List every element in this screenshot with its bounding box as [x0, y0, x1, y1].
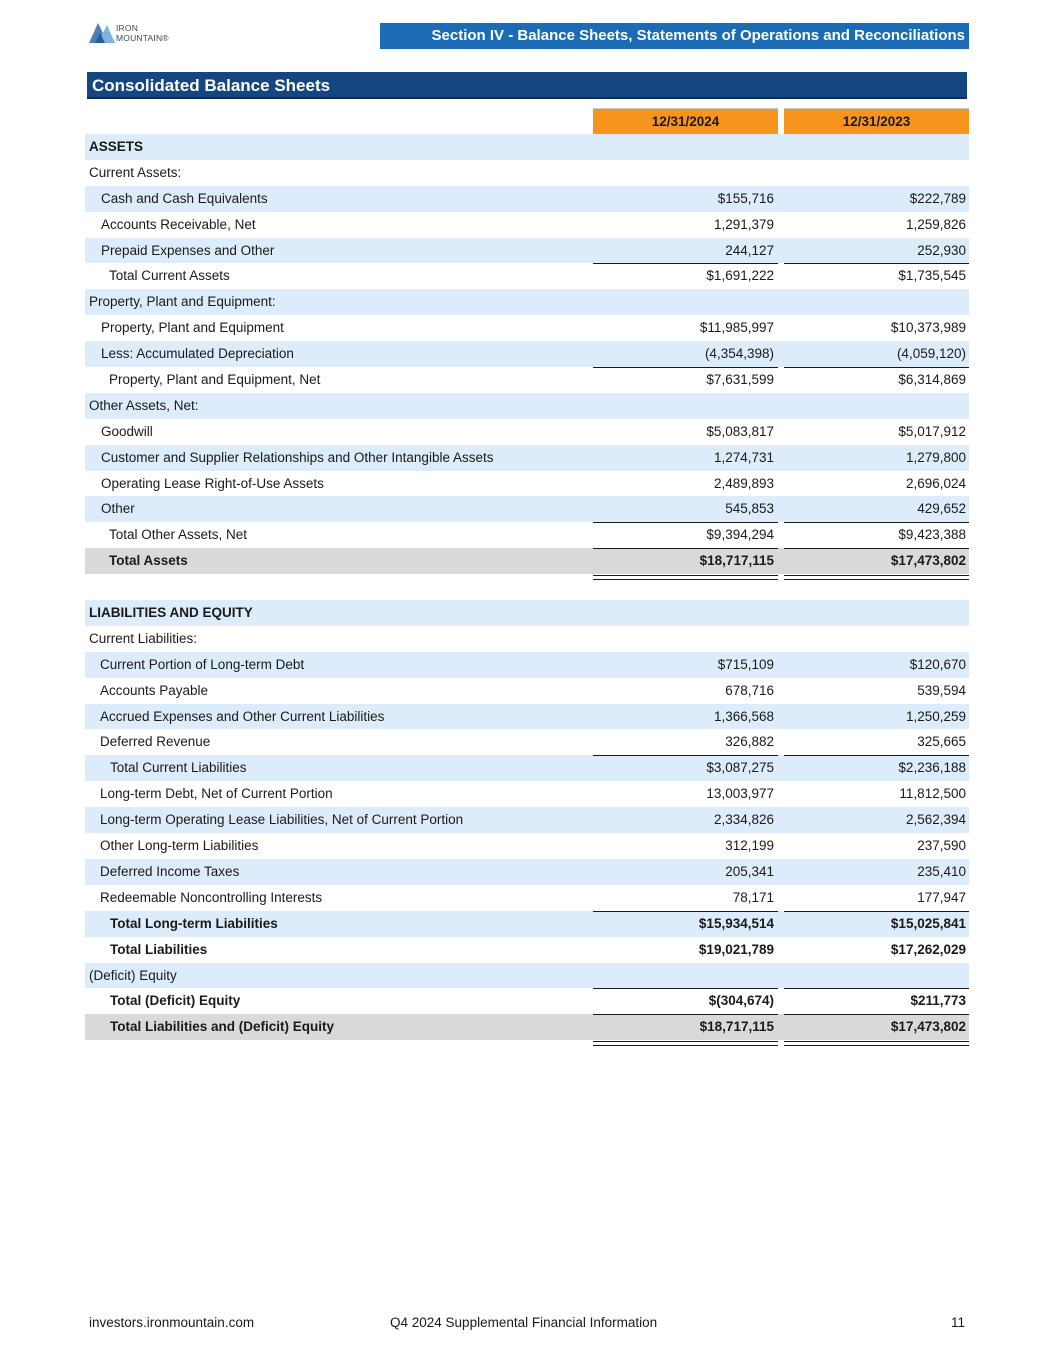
- value-2024: 1,366,568: [713, 708, 774, 724]
- value-2023: $222,789: [909, 190, 966, 206]
- row-label: Goodwill: [101, 423, 153, 439]
- value-2024: 2,489,893: [713, 475, 774, 491]
- value-2023: 177,947: [917, 889, 966, 905]
- table-row: [85, 393, 969, 419]
- table-row-total: [85, 548, 969, 574]
- value-2023: 2,562,394: [905, 812, 966, 828]
- table-row: [85, 238, 969, 264]
- value-2023: $17,473,802: [890, 553, 966, 569]
- table-row: [85, 289, 969, 315]
- footer-website: investors.ironmountain.com: [89, 1315, 255, 1330]
- row-label: Total Current Assets: [109, 268, 230, 284]
- value-2023: $120,670: [909, 656, 966, 672]
- row-label: Other Assets, Net:: [89, 397, 199, 413]
- table-row: [85, 781, 969, 807]
- row-label: Total Liabilities and (Deficit) Equity: [110, 1019, 335, 1035]
- value-2023: $10,373,989: [890, 320, 966, 336]
- value-2024: (4,354,398): [704, 346, 774, 362]
- table-row: [85, 833, 969, 859]
- value-2024: $(304,674): [708, 993, 774, 1009]
- row-label: Property, Plant and Equipment, Net: [109, 372, 321, 388]
- table-row: [85, 911, 969, 937]
- row-label: Total Assets: [109, 553, 188, 569]
- row-label: Other Long-term Liabilities: [100, 838, 259, 854]
- page-number: 11: [951, 1315, 966, 1330]
- value-2024: $18,717,115: [699, 1019, 774, 1035]
- table-row: [85, 471, 969, 497]
- value-2023: 429,652: [917, 501, 966, 517]
- row-label: (Deficit) Equity: [89, 967, 177, 983]
- value-2024: $5,083,817: [706, 423, 774, 439]
- logo-line-2: MOUNTAIN®: [116, 33, 169, 43]
- value-2024: 244,127: [725, 242, 774, 258]
- row-label: Total Liabilities: [110, 941, 208, 957]
- logo-wordmark: [116, 23, 169, 43]
- row-label: LIABILITIES AND EQUITY: [89, 605, 253, 621]
- value-2023: $17,473,802: [890, 1019, 966, 1035]
- row-label: Accounts Payable: [100, 682, 209, 698]
- table-row: [85, 963, 969, 989]
- row-label: Property, Plant and Equipment:: [89, 294, 276, 310]
- row-label: Property, Plant and Equipment: [101, 320, 284, 336]
- value-2024: 13,003,977: [706, 786, 774, 802]
- table-row: [85, 678, 969, 704]
- value-2024: 678,716: [725, 682, 774, 698]
- row-label: Long-term Operating Lease Liabilities, Net of Current Portion: [100, 812, 464, 828]
- table-row: [85, 600, 969, 626]
- value-2024: $155,716: [717, 190, 774, 206]
- table-row: [85, 807, 969, 833]
- row-label: Prepaid Expenses and Other: [101, 242, 275, 258]
- value-2023: $9,423,388: [898, 527, 966, 543]
- value-2024: 545,853: [725, 501, 774, 517]
- table-row: [85, 367, 969, 393]
- logo-line-1: IRON: [116, 23, 139, 33]
- value-2023: $211,773: [910, 993, 966, 1009]
- value-2023: 2,696,024: [905, 475, 966, 491]
- value-2024: 1,274,731: [713, 449, 774, 465]
- value-2023: $5,017,912: [898, 423, 966, 439]
- table-row: [85, 522, 969, 548]
- mountain-icon: [89, 21, 115, 43]
- row-label: Deferred Revenue: [100, 734, 211, 750]
- row-label: Current Liabilities:: [89, 630, 198, 646]
- value-2024: $18,717,115: [699, 553, 774, 569]
- table-row: [85, 341, 969, 367]
- value-2023: 11,812,500: [899, 786, 966, 802]
- iron-mountain-logo: [89, 21, 189, 47]
- value-2023: $2,236,188: [898, 760, 966, 776]
- row-label: Current Assets:: [89, 164, 182, 180]
- value-2024: $3,087,275: [706, 760, 774, 776]
- table-row: [85, 859, 969, 885]
- row-label: Less: Accumulated Depreciation: [101, 346, 294, 362]
- table-row: [85, 445, 969, 471]
- table-row: [85, 263, 969, 289]
- value-2024: 326,882: [725, 734, 774, 750]
- table-row: [85, 315, 969, 341]
- table-row: [85, 704, 969, 730]
- value-2024: 312,199: [725, 838, 774, 854]
- value-2024: 78,171: [732, 889, 774, 905]
- column-header-2024: 12/31/2024: [593, 108, 778, 135]
- value-2023: 539,594: [917, 682, 966, 698]
- row-label: Deferred Income Taxes: [100, 863, 240, 879]
- row-label: Cash and Cash Equivalents: [101, 190, 268, 206]
- value-2024: $15,934,514: [698, 915, 774, 931]
- value-2023: 325,665: [917, 734, 966, 750]
- value-2023: $1,735,545: [898, 268, 966, 284]
- table-row: [85, 652, 969, 678]
- footer-report-title: Q4 2024 Supplemental Financial Information: [390, 1315, 658, 1330]
- column-header-2023: 12/31/2023: [784, 108, 969, 135]
- table-row: [85, 496, 969, 522]
- table-row: [85, 626, 969, 652]
- table-row: [85, 755, 969, 781]
- row-label: Current Portion of Long-term Debt: [100, 656, 305, 672]
- table-row: [85, 937, 969, 963]
- double-rule: [784, 1041, 969, 1046]
- row-label: Redeemable Noncontrolling Interests: [100, 889, 323, 905]
- row-label: Accrued Expenses and Other Current Liabilities: [100, 708, 385, 724]
- value-2024: $1,691,222: [706, 268, 774, 284]
- value-2023: 1,279,800: [905, 449, 966, 465]
- table-row: [85, 729, 969, 755]
- value-2023: 1,259,826: [905, 216, 966, 232]
- row-label: Total (Deficit) Equity: [110, 993, 241, 1009]
- value-2023: $6,314,869: [898, 372, 966, 388]
- value-2023: 1,250,259: [905, 708, 966, 724]
- value-2023: 252,930: [917, 242, 966, 258]
- row-label: Operating Lease Right-of-Use Assets: [101, 475, 324, 491]
- table-row: [85, 186, 969, 212]
- table-row: [85, 885, 969, 911]
- table-row: [85, 988, 969, 1014]
- section-banner: Section IV - Balance Sheets, Statements of Operations and Reconciliations: [380, 23, 969, 49]
- table-row-total: [85, 1014, 969, 1040]
- row-label: Long-term Debt, Net of Current Portion: [100, 786, 333, 802]
- row-label: Total Current Liabilities: [110, 760, 247, 776]
- double-rule: [593, 1041, 778, 1046]
- value-2024: $9,394,294: [706, 527, 774, 543]
- value-2024: 205,341: [725, 863, 774, 879]
- value-2024: 1,291,379: [713, 216, 774, 232]
- row-label: Total Long-term Liabilities: [110, 915, 278, 931]
- table-row-spacer: [85, 574, 969, 600]
- table-row: [85, 160, 969, 186]
- row-label: Total Other Assets, Net: [109, 527, 248, 543]
- value-2023: $15,025,841: [890, 915, 966, 931]
- table-row: [85, 419, 969, 445]
- value-2024: $715,109: [717, 656, 774, 672]
- value-2024: $7,631,599: [706, 372, 774, 388]
- value-2023: (4,059,120): [896, 346, 966, 362]
- value-2023: 235,410: [917, 863, 966, 879]
- row-label: Other: [101, 501, 135, 517]
- row-label: Customer and Supplier Relationships and Other Intangible Assets: [101, 449, 494, 465]
- value-2023: $17,262,029: [890, 941, 966, 957]
- table-row: [85, 212, 969, 238]
- table-row: [85, 134, 969, 160]
- value-2023: 237,590: [917, 838, 966, 854]
- value-2024: $11,985,997: [699, 320, 774, 336]
- value-2024: $19,021,789: [698, 941, 774, 957]
- row-label: ASSETS: [89, 139, 144, 154]
- row-label: Accounts Receivable, Net: [101, 216, 256, 232]
- balance-sheet-table: [85, 134, 969, 1040]
- value-2024: 2,334,826: [713, 812, 774, 828]
- table-title: Consolidated Balance Sheets: [87, 72, 967, 99]
